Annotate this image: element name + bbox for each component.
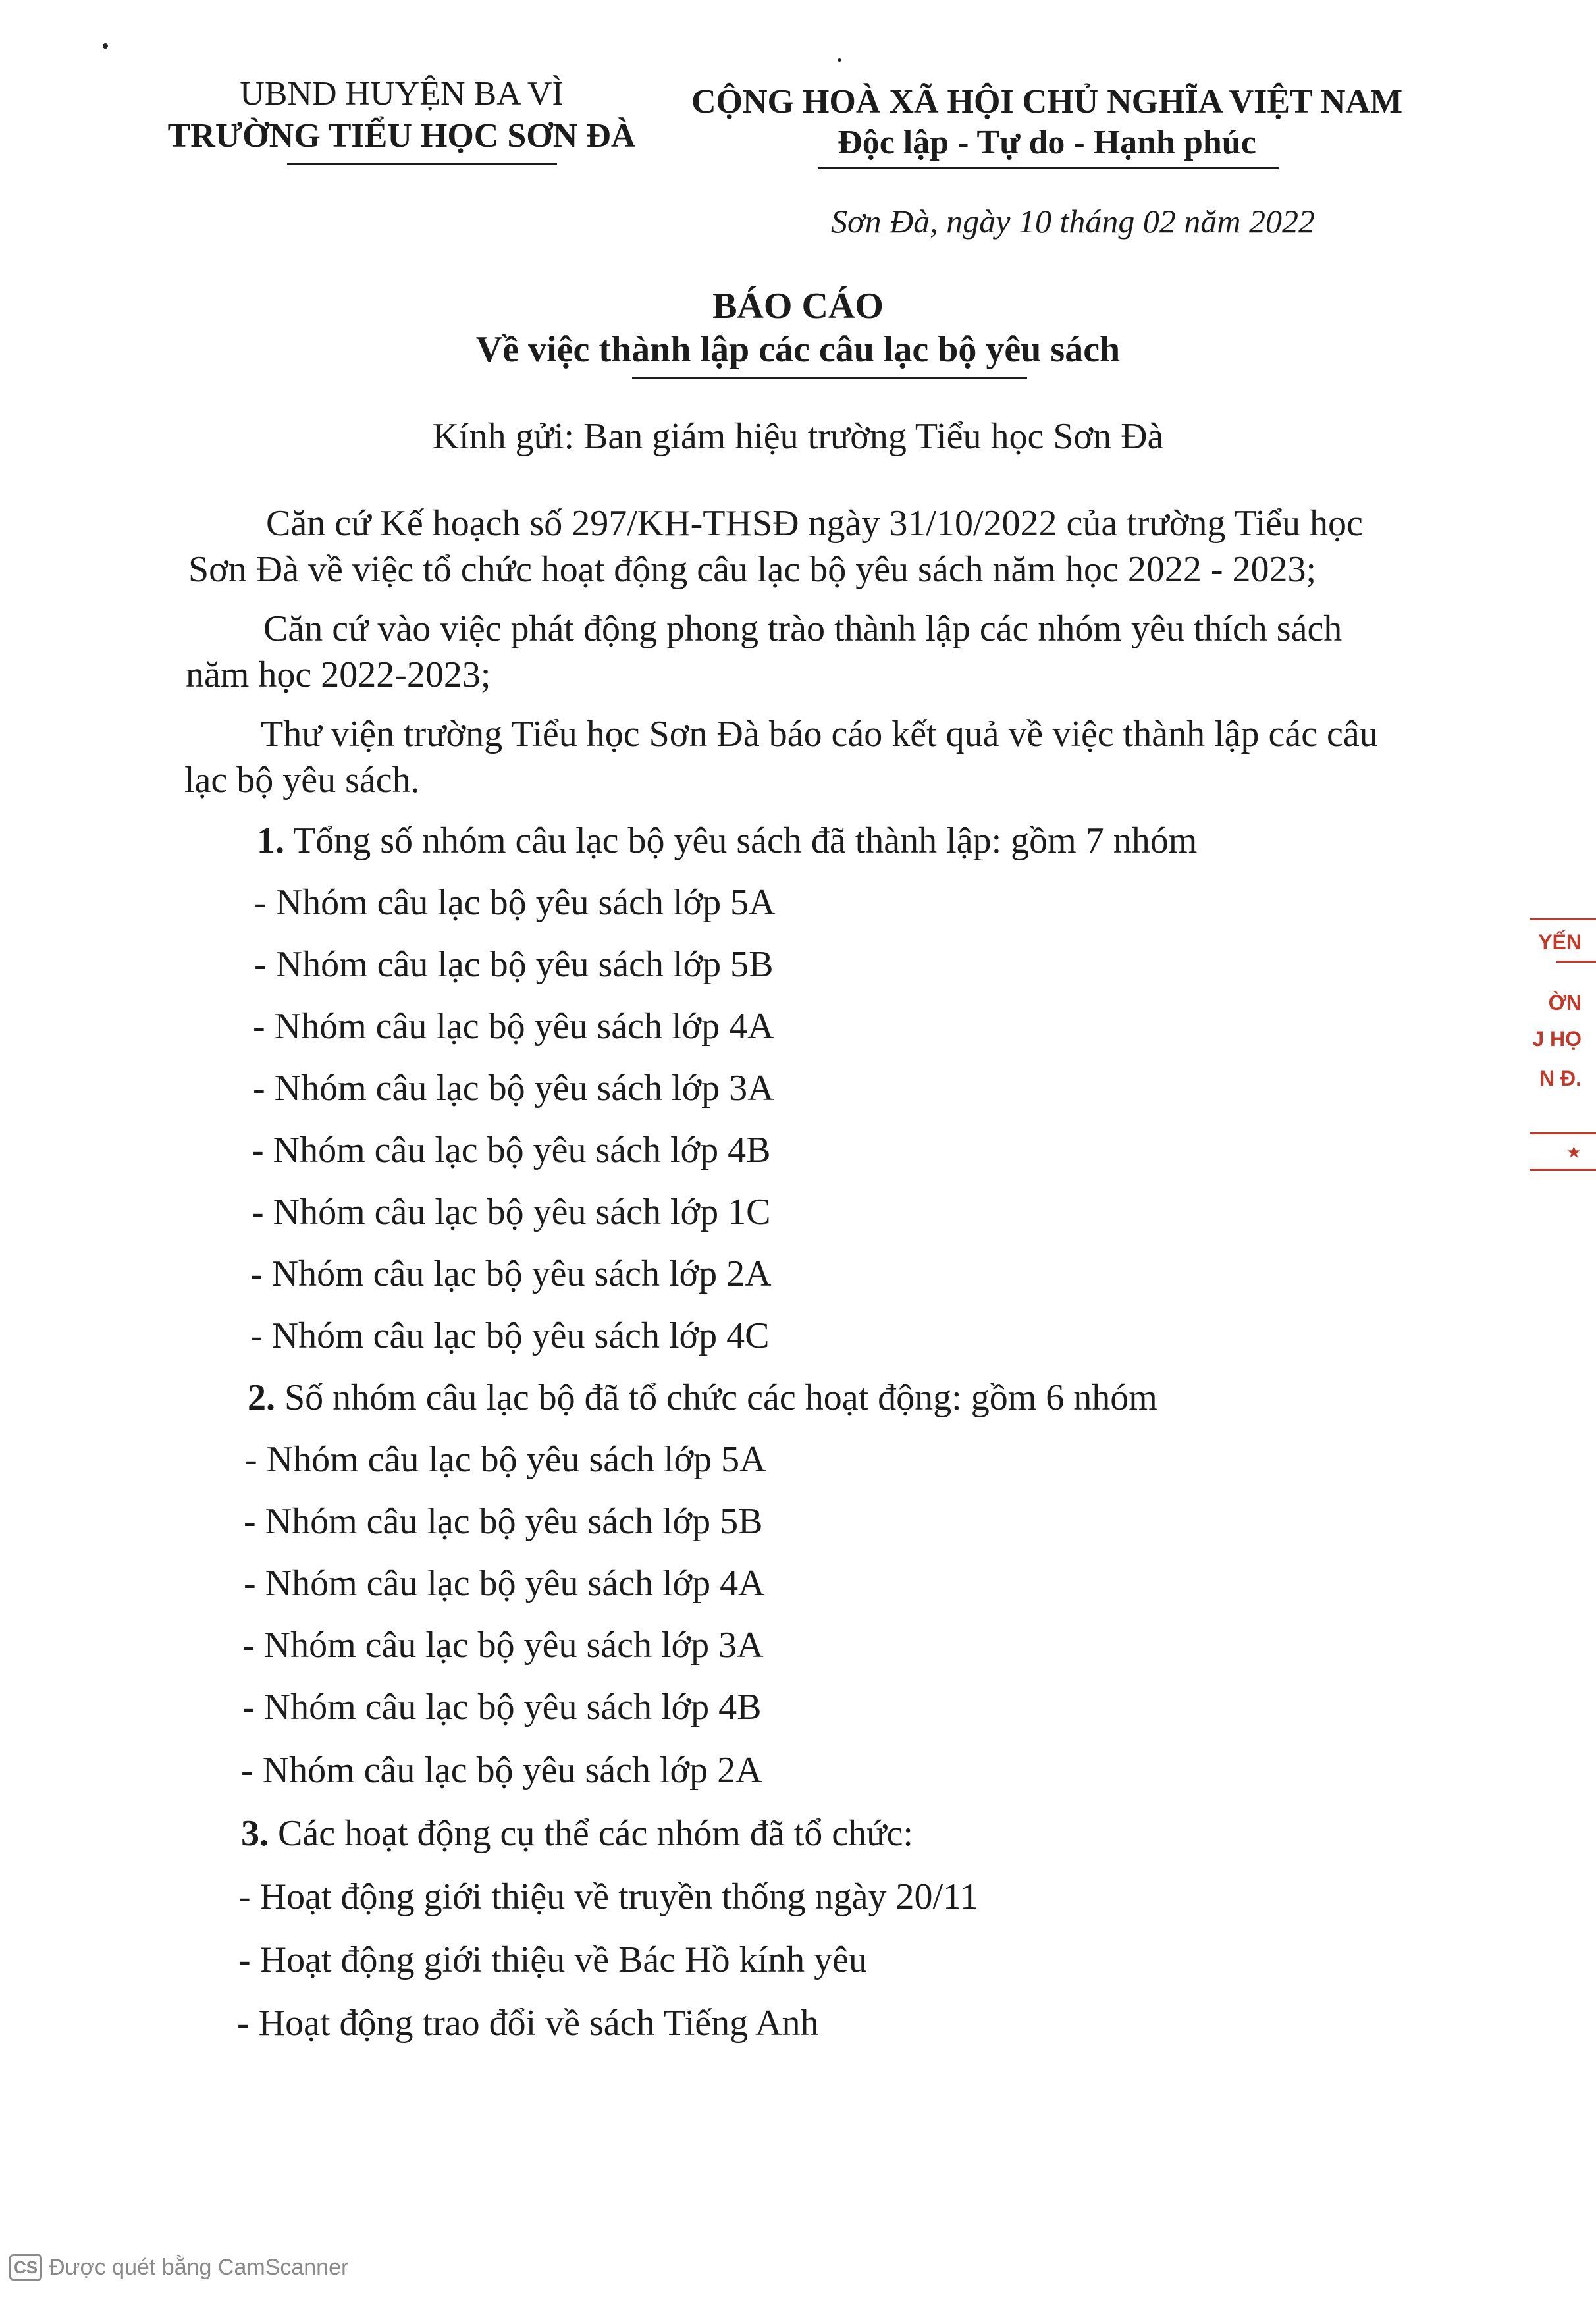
title-underline [632, 377, 1027, 379]
official-stamp-fragment [1530, 918, 1596, 1182]
list-item: - Nhóm câu lạc bộ yêu sách lớp 4B [242, 1687, 762, 1728]
scanner-text: Được quét bằng CamScanner [49, 2254, 349, 2280]
section-2-heading-text: Số nhóm câu lạc bộ đã tổ chức các hoạt động: gồm 6 nhóm [275, 1377, 1157, 1418]
list-item: - Nhóm câu lạc bộ yêu sách lớp 5B [244, 1501, 763, 1542]
document-title: BÁO CÁO [712, 286, 884, 327]
list-item: - Hoạt động giới thiệu về truyền thống ngày 20/11 [238, 1876, 979, 1917]
list-item: - Nhóm câu lạc bộ yêu sách lớp 4A [244, 1563, 765, 1604]
section-1-number: 1. [257, 820, 284, 861]
camscanner-logo: CS [9, 2254, 42, 2281]
stamp-arc [1530, 918, 1596, 920]
section-3-heading-text: Các hoạt động cụ thể các nhóm đã tổ chức: [269, 1813, 913, 1854]
list-item: - Nhóm câu lạc bộ yêu sách lớp 1C [252, 1192, 771, 1232]
list-item: - Nhóm câu lạc bộ yêu sách lớp 5A [254, 882, 776, 923]
org-line-1: UBND HUYỆN BA VÌ [240, 75, 564, 113]
section-1-heading-text: Tổng số nhóm câu lạc bộ yêu sách đã thành lập: gồm 7 nhóm [284, 820, 1198, 861]
paragraph-line: năm học 2022-2023; [186, 654, 491, 695]
stamp-text: YẾN [1538, 930, 1582, 954]
list-item: - Hoạt động trao đổi về sách Tiếng Anh [237, 2003, 819, 2044]
scan-speck [838, 58, 841, 62]
scan-speck [103, 43, 108, 49]
list-item: - Nhóm câu lạc bộ yêu sách lớp 3A [242, 1625, 764, 1666]
document-subtitle: Về việc thành lập các câu lạc bộ yêu sách [475, 329, 1121, 370]
paragraph-line: Căn cứ Kế hoạch số 297/KH-THSĐ ngày 31/10/2022 của trường Tiểu học [266, 503, 1363, 544]
document-date: Sơn Đà, ngày 10 tháng 02 năm 2022 [831, 203, 1315, 240]
star-icon: ★ [1566, 1142, 1582, 1162]
list-item: - Nhóm câu lạc bộ yêu sách lớp 3A [253, 1068, 774, 1109]
paragraph-line: Căn cứ vào việc phát động phong trào thành lập các nhóm yêu thích sách [263, 608, 1343, 649]
org-underline [287, 163, 557, 165]
section-2-heading [248, 1375, 1157, 1421]
list-item: - Nhóm câu lạc bộ yêu sách lớp 2A [250, 1254, 772, 1294]
paragraph-line: Sơn Đà về việc tổ chức hoạt động câu lạc bộ yêu sách năm học 2022 - 2023; [188, 549, 1317, 590]
section-3-number: 3. [241, 1813, 269, 1854]
paragraph-line: lạc bộ yêu sách. [184, 760, 420, 801]
list-item: - Nhóm câu lạc bộ yêu sách lớp 2A [241, 1750, 762, 1791]
stamp-text: J HỌ [1532, 1027, 1582, 1051]
stamp-text: ỜN [1548, 991, 1582, 1015]
stamp-arc [1556, 961, 1596, 963]
list-item: - Nhóm câu lạc bộ yêu sách lớp 5B [254, 944, 774, 985]
recipient-line: Kính gửi: Ban giám hiệu trường Tiểu học Sơn Đà [432, 416, 1164, 457]
section-2-number: 2. [248, 1377, 275, 1418]
org-line-2: TRƯỜNG TIỂU HỌC SƠN ĐÀ [167, 117, 636, 155]
scanner-watermark [9, 2254, 348, 2281]
motto-underline [818, 167, 1279, 169]
list-item: - Nhóm câu lạc bộ yêu sách lớp 4A [253, 1006, 774, 1047]
list-item: - Nhóm câu lạc bộ yêu sách lớp 4C [250, 1315, 770, 1356]
stamp-arc [1530, 1132, 1596, 1134]
list-item: - Nhóm câu lạc bộ yêu sách lớp 5A [245, 1439, 766, 1480]
section-3-heading [241, 1810, 913, 1857]
section-1-heading [257, 818, 1197, 864]
nation-line-1: CỘNG HOÀ XÃ HỘI CHỦ NGHĨA VIỆT NAM [691, 83, 1403, 120]
paragraph-line: Thư viện trường Tiểu học Sơn Đà báo cáo kết quả về việc thành lập các câu [261, 714, 1378, 754]
list-item: - Nhóm câu lạc bộ yêu sách lớp 4B [252, 1130, 771, 1171]
stamp-text: N Đ. [1539, 1067, 1582, 1090]
stamp-arc [1530, 1169, 1596, 1171]
nation-line-2: Độc lập - Tự do - Hạnh phúc [838, 124, 1256, 161]
list-item: - Hoạt động giới thiệu về Bác Hồ kính yêu [238, 1940, 867, 1980]
